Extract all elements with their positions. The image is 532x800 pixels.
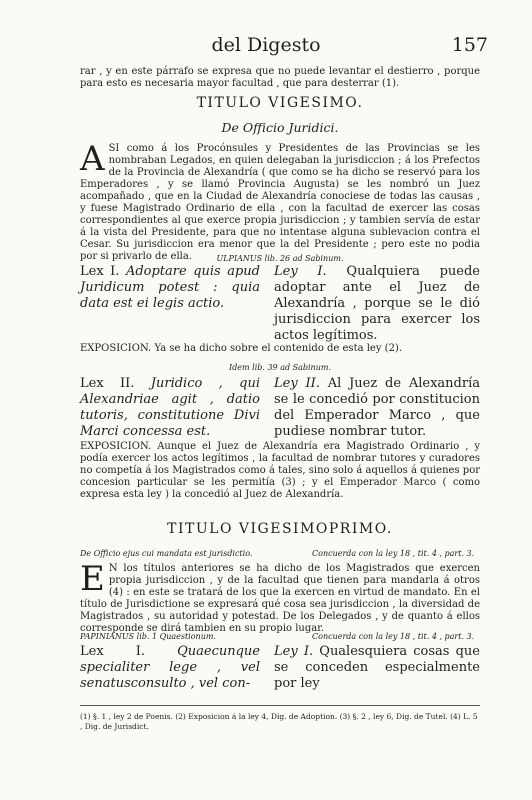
footnotes: (1) §. 1 , ley 2 de Poenis. (2) Exposicion á la ley 4, Dig. de Adoption. (3) §. 2 , ley 6, Dig. de Tutel. (4) L. 5 , Dig. de Jurisdict. [80, 712, 478, 731]
lex2-spanish-text: Al Juez de Alexandría se le concedió por constitucion del Emperador Marco , que pudiese nombrar tutor. [274, 376, 480, 439]
t21-lex1-latin-column [80, 644, 260, 692]
lex1-latin-column [80, 264, 260, 312]
lex2-latin-text: Juridico , qui Alexandriae agit , datio tutoris, constitutione Divi Marci concessa est. [80, 376, 261, 439]
titulo-vigesimoprimo-text: N los títulos anteriores se ha dicho de los Magistrados que exercen propia jurisdiccion , y de la facultad que tienen para mandarla á otros (4) : en este se tratará de los que la exercen en virtud de mandato. En el título de Jurisdictione se expresará qué cosa sea jurisdiccion , la diversidad de Magistrados , su autoridad y potestad. De los Delegados , y de quanto á ellos corresponde se dirá tambien en su propio lugar. [80, 563, 480, 634]
dropcap-a: A [80, 139, 105, 179]
ref-right: Concuerda con la ley 18 , tit. 4 , part. 3. [312, 549, 475, 558]
titulo-vigesimo-heading: TITULO VIGESIMO. [196, 95, 364, 111]
lex1-spanish-label: Ley I. [274, 264, 327, 279]
page-number: 157 [451, 34, 488, 56]
exposicion-1-label: EXPOSICION. [80, 343, 152, 354]
titulo-vigesimoprimo-heading: TITULO VIGESIMOPRIMO. [167, 521, 393, 537]
t21-lex1-spanish-text: Qualesquiera cosas que se conceden especialmente por ley [274, 644, 481, 691]
source-ulpianus: ULPIANUS lib. 26 ad Sabinum. [216, 254, 344, 263]
t21-lex1-latin-label: Lex I. [80, 644, 146, 659]
concuerda-right: Concuerda con la ley 18 , tit. 4 , part. 3. [312, 632, 475, 641]
lex2-spanish-label: Ley II. [274, 376, 320, 391]
lex2-spanish-column [274, 376, 480, 440]
lex1-spanish-text: Qualquiera puede adoptar ante el Juez de Alexandría , porque se le dió jurisdiccion para exercer los actos legítimos. [274, 264, 480, 343]
exposicion-2-text: Aunque el Juez de Alexandría era Magistrado Ordinario , y podía exercer los actos legítimos , la facultad de nombrar tutores y curadores no competía á los Magistrados como á tales, sino solo á aquellos á quienes por concesion particular se les permitía (3) ; y el Emperador Marco ( como expresa esta ley ) la concedió al Juez de Alexandría. [80, 441, 480, 500]
lex1-spanish-column [274, 264, 480, 344]
running-header [0, 34, 532, 62]
lex2-latin-label: Lex II. [80, 376, 135, 391]
exposicion-2 [80, 441, 480, 501]
exposicion-1-text: Ya se ha dicho sobre el contenido de esta ley (2). [154, 343, 403, 354]
source-idem: Idem lib. 39 ad Sabinum. [229, 363, 331, 372]
titulo-vigesimo-text: SI como á los Procónsules y Presidentes de las Provincias se les nombraban Legados, en quien delegaban la jurisdiccion ; á los Prefectos de la Provincia de Alexandría ( que como se ha dicho se reservó para los Emperadores , y se llamó Provincia Augusta) se les nombró un Juez acompañado , que en la Ciudad de Alexandría conociese de todas las causas , y fuese Magistrado Ordinario de ella , con la facultad de exercer las cosas correspondientes al que exerce propia jurisdiccion ; y tambien servía de estar á la vista del Presidente, para que no intentase alguna sublevacion contra el Cesar. Su jurisdiccion era menor que la del Presidente ; pero este no podia por si privarlo de ella. [80, 143, 480, 262]
titulo-vigesimo-subheading: De Officio Juridici. [221, 120, 339, 135]
ref-left: De Officio ejus cui mandata est jurisdictio. [80, 549, 253, 558]
lex1-latin-text: Adoptare quis apud Juridicum potest : quia data est ei legis actio. [80, 264, 260, 311]
running-title: del Digesto [211, 34, 321, 56]
exposicion-1 [80, 343, 480, 355]
t21-lex1-spanish-column [274, 644, 480, 692]
t21-lex1-spanish-label: Ley I. [274, 644, 314, 659]
exposicion-2-label: EXPOSICION. [80, 441, 152, 452]
titulo-vigesimoprimo-body [80, 559, 480, 634]
lex1-latin-label: Lex I. [80, 264, 120, 279]
source-papinianus: PAPINIANUS lib. 1 Quaestionum. [80, 632, 216, 641]
t21-lex1-latin-text: Quaecunque specialiter lege , vel senatusconsulto , vel con- [80, 644, 260, 691]
lex2-latin-column [80, 376, 260, 440]
footnote-rule [80, 705, 480, 706]
top-paragraph: rar , y en este párrafo se expresa que no puede levantar el destierro , porque para esto es necesaria mayor facultad , que para desterrar (1). [80, 66, 480, 89]
dropcap-e: E [80, 559, 105, 599]
